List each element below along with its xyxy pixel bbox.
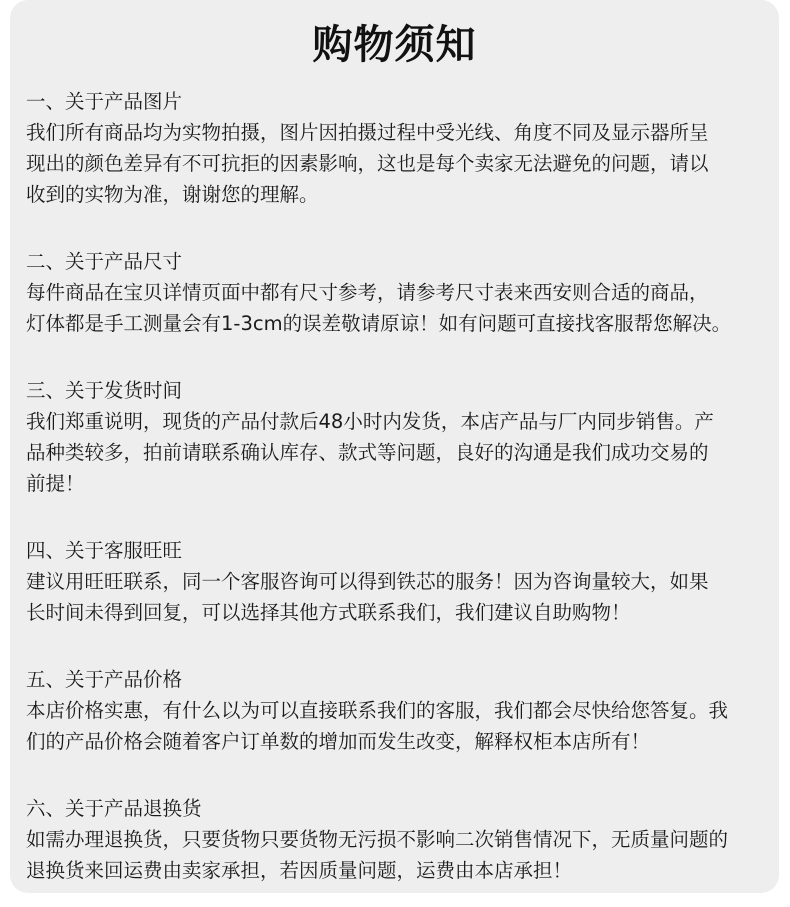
sections-container	[10, 86, 779, 886]
section-returns-exchanges	[26, 793, 771, 886]
section-product-price	[26, 664, 771, 757]
section-text-line: 我们所有商品均为实物拍摄，图片因拍摄过程中受光线、角度不同及显示器所呈	[26, 121, 709, 144]
section-text-line: 们的产品价格会随着客户订单数的增加而发生改变，解释权柜本店所有！	[26, 730, 651, 753]
section-heading: 四、关于客服旺旺	[26, 539, 183, 562]
section-text-line: 灯体都是手工测量会有1-3cm的误差敬请原谅！如有问题可直接找客服帮您解决。	[26, 312, 732, 335]
section-text-line: 建议用旺旺联系，同一个客服咨询可以得到铁芯的服务！因为咨询量较大，如果	[26, 570, 709, 593]
section-text-line: 每件商品在宝贝详情页面中都有尺寸参考，请参考尺寸表来西安则合适的商品，	[26, 281, 709, 304]
section-heading: 三、关于发货时间	[26, 379, 183, 402]
page-title: 购物须知	[312, 22, 477, 68]
section-product-images	[26, 86, 771, 210]
section-customer-service	[26, 535, 771, 628]
notice-card	[10, 0, 779, 893]
section-heading: 一、关于产品图片	[26, 90, 183, 113]
section-text-line: 本店价格实惠，有什么以为可以直接联系我们的客服，我们都会尽快给您答复。我	[26, 699, 729, 722]
section-text-line: 现出的颜色差异有不可抗拒的因素影响，这也是每个卖家无法避免的问题，请以	[26, 152, 709, 175]
section-text-line: 品种类较多，拍前请联系确认库存、款式等问题，良好的沟通是我们成功交易的	[26, 441, 709, 464]
section-heading: 五、关于产品价格	[26, 668, 183, 691]
section-text-line: 长时间未得到回复，可以选择其他方式联系我们，我们建议自助购物！	[26, 601, 631, 624]
section-text-line: 退换货来回运费由卖家承担，若因质量问题，运费由本店承担！	[26, 859, 573, 882]
section-text-line: 收到的实物为准，谢谢您的理解。	[26, 183, 319, 206]
section-text-line: 前提！	[26, 472, 85, 495]
section-product-size	[26, 246, 771, 339]
section-shipping-time	[26, 375, 771, 499]
section-heading: 二、关于产品尺寸	[26, 250, 183, 273]
section-heading: 六、关于产品退换货	[26, 797, 202, 820]
section-text-line: 我们郑重说明，现货的产品付款后48小时内发货，本店产品与厂内同步销售。产	[26, 410, 714, 433]
section-text-line: 如需办理退换货，只要货物只要货物无污损不影响二次销售情况下，无质量问题的	[26, 828, 729, 851]
